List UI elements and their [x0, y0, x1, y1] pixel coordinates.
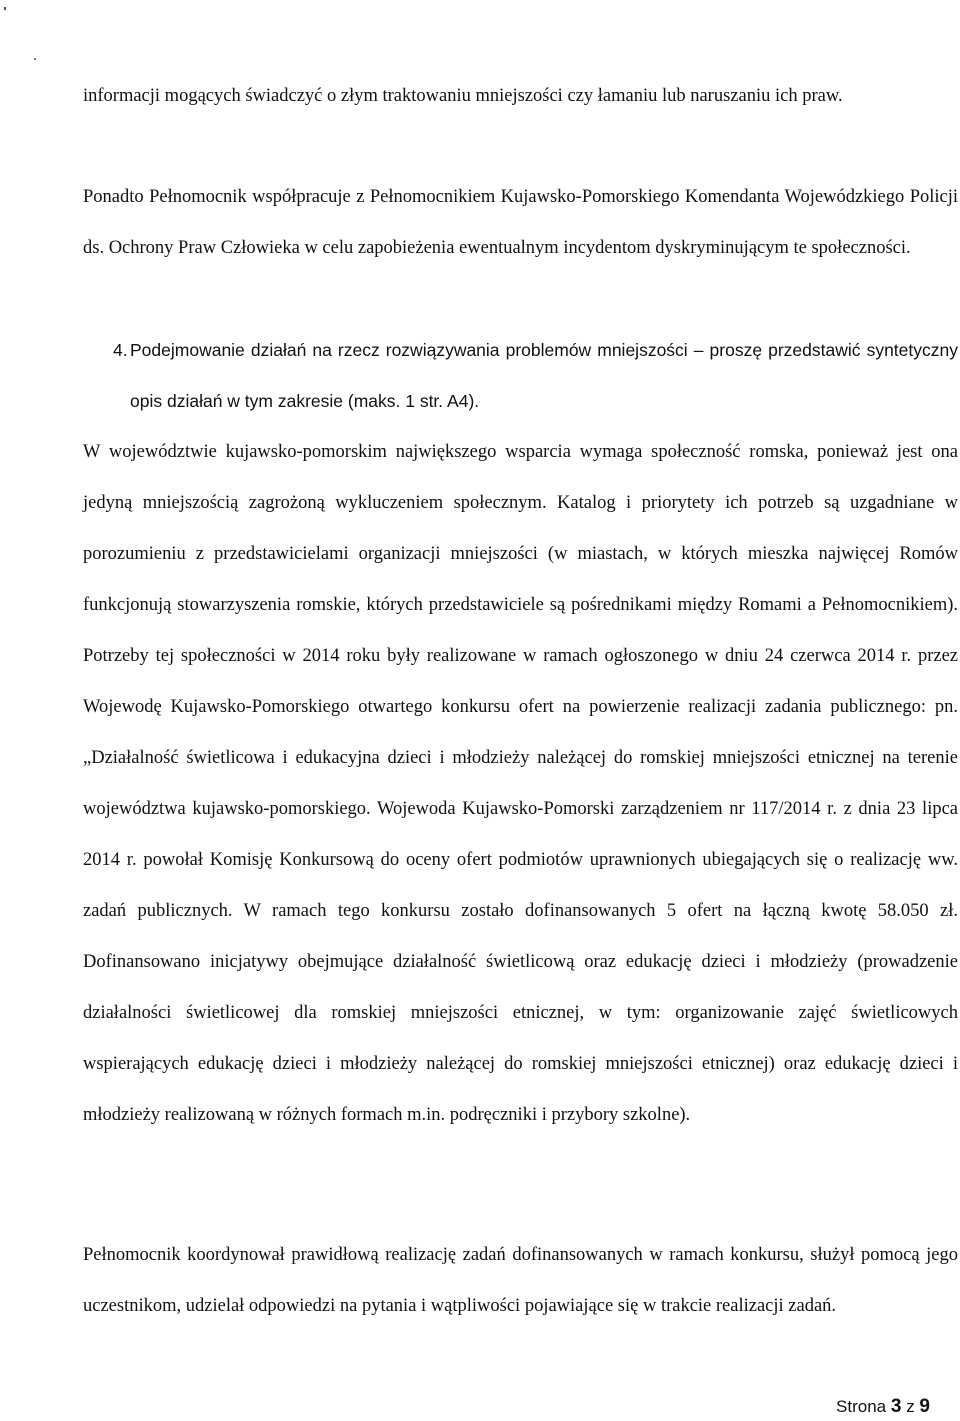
page-label: Strona: [836, 1397, 887, 1416]
paragraph-roma-support: W województwie kujawsko-pomorskim największego wsparcia wymaga społeczność romska, ponieważ jest ona jedyną mniejszością zagrożoną wykluczeniem społecznym. Katalog i priorytety ich potrzeb są uzgadniane w porozumieniu z przedstawicielami organizacji mniejszości (w miastach, w których mieszka najwięcej Romów funkcjonują stowarzyszenia romskie, których przedstawiciele są pośrednikami między Romami a Pełnomocnikiem). Potrzeby tej społeczności w 2014 roku były realizowane w ramach ogłoszonego w dniu 24 czerwca 2014 r. przez Wojewodę Kujawsko-Pomorskiego otwartego konkursu ofert na powierzenie realizacji zadania publicznego: pn. „Działalność świetlicowa i edukacyjna dzieci i młodzieży należącej do romskiej mniejszości etnicznej na terenie województwa kujawsko-pomorskiego. Wojewoda Kujawsko-Pomorski zarządzeniem nr 117/2014 r. z dnia 23 lipca 2014 r. powołał Komisję Konkursową do oceny ofert podmiotów uprawnionych ubiegających się o realizację ww. zadań publicznych. W ramach tego konkursu zostało dofinansowanych 5 ofert na łączną kwotę 58.050 zł. Dofinansowano inicjatywy obejmujące działalność świetlicową oraz edukację dzieci i młodzieży (prowadzenie działalności świetlicowej dla romskiej mniejszości etnicznej, w tym: organizowanie zajęć świetlicowych wspierających edukację dzieci i młodzieży należącej do romskiej mniejszości etnicznej) oraz edukację dzieci i młodzieży realizowaną w różnych formach m.in. podręczniki i przybory szkolne).: [83, 442, 958, 1125]
paragraph-continuation: informacji mogących świadczyć o złym traktowaniu mniejszości czy łamaniu lub naruszaniu ich praw.: [83, 86, 843, 106]
page-separator: z: [906, 1397, 915, 1416]
paragraph-cooperation: Ponadto Pełnomocnik współpracuje z Pełnomocnikiem Kujawsko-Pomorskiego Komendanta Wojewódzkiego Policji ds. Ochrony Praw Człowieka w celu zapobieżenia ewentualnym incydentom dyskryminującym te społeczności.: [83, 187, 958, 258]
page-total: 9: [919, 1396, 930, 1417]
paragraph-coordination: Pełnomocnik koordynował prawidłową realizację zadań dofinansowanych w ramach konkursu, służył pomocą jego uczestnikom, udzielał odpowiedzi na pytania i wątpliwości pojawiające się w trakcie realizacji zadań.: [83, 1245, 958, 1316]
question-number: 4.: [113, 340, 128, 360]
scan-speck: [4, 7, 6, 10]
page-number: 3: [890, 1396, 902, 1417]
question-text: Podejmowanie działań na rzecz rozwiązywania problemów mniejszości – proszę przedstawić syntetyczny opis działań w tym zakresie (maks. 1 str. A4).: [130, 340, 958, 411]
page-footer: [836, 1396, 930, 1418]
numbered-question: [113, 325, 958, 427]
scan-speck: [34, 58, 36, 60]
